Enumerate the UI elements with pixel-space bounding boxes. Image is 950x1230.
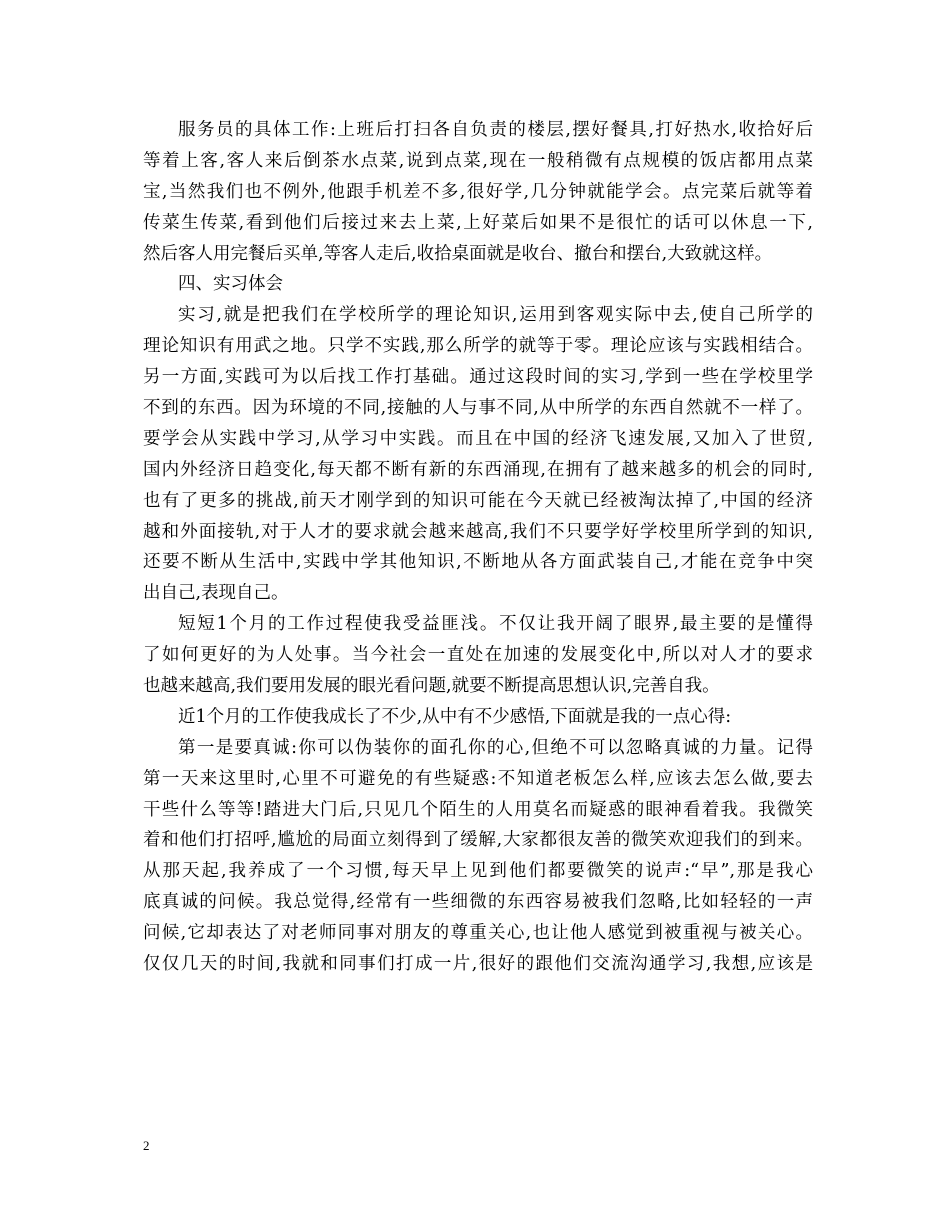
text-line: 也有了更多的挑战,前天才刚学到的知识可能在今天就已经被淘汰掉了,中国的经济 — [143, 490, 813, 511]
text-line: 不到的东西。因为环境的不同,接触的人与事不同,从中所学的东西自然就不一样了。 — [143, 398, 813, 419]
text-line: 还要不断从生活中,实践中学其他知识,不断地从各方面武装自己,才能在竞争中突 — [143, 552, 813, 573]
text-line: 实习,就是把我们在学校所学的理论知识,运用到客观实际中去,使自己所学的 — [178, 305, 813, 326]
text-line: 宝,当然我们也不例外,他跟手机差不多,很好学,几分钟就能学会。点完菜后就等着 — [143, 181, 813, 202]
text-line: 着和他们打招呼,尴尬的局面立刻得到了缓解,大家都很友善的微笑欢迎我们的到来。 — [143, 830, 813, 851]
text-line: 短短1个月的工作过程使我受益匪浅。不仅让我开阔了眼界,最主要的是懂得 — [178, 614, 813, 635]
text-line: 四、实习体会 — [178, 274, 283, 295]
text-line: 近1个月的工作使我成长了不少,从中有不少感悟,下面就是我的一点心得: — [178, 706, 732, 727]
text-line: 仅仅几天的时间,我就和同事们打成一片,很好的跟他们交流沟通学习,我想,应该是 — [143, 954, 813, 975]
text-line: 国内外经济日趋变化,每天都不断有新的东西涌现,在拥有了越来越多的机会的同时, — [143, 459, 813, 480]
text-line: 然后客人用完餐后买单,等客人走后,收拾桌面就是收台、撤台和摆台,大致就这样。 — [143, 243, 773, 264]
text-line: 底真诚的问候。我总觉得,经常有一些细微的东西容易被我们忽略,比如轻轻的一声 — [143, 892, 813, 913]
text-line: 第一天来这里时,心里不可避免的有些疑惑:不知道老板怎么样,应该去怎么做,要去 — [143, 768, 813, 789]
text-line: 服务员的具体工作:上班后打扫各自负责的楼层,摆好餐具,打好热水,收拾好后 — [178, 120, 813, 140]
page-number: 2 — [143, 1138, 150, 1153]
text-line: 等着上客,客人来后倒茶水点菜,说到点菜,现在一般稍微有点规模的饭店都用点菜 — [143, 150, 813, 171]
text-line: 第一是要真诚:你可以伪装你的面孔你的心,但绝不可以忽略真诚的力量。记得 — [178, 737, 813, 758]
text-line: 了如何更好的为人处事。当今社会一直处在加速的发展变化中,所以对人才的要求 — [143, 645, 813, 666]
text-line: 问候,它却表达了对老师同事对朋友的尊重关心,也让他人感觉到被重视与被关心。 — [143, 923, 813, 944]
text-line: 理论知识有用武之地。只学不实践,那么所学的就等于零。理论应该与实践相结合。 — [143, 336, 813, 357]
text-line: 也越来越高,我们要用发展的眼光看问题,就要不断提高思想认识,完善自我。 — [143, 676, 720, 697]
text-line: 干些什么等等!踏进大门后,只见几个陌生的人用莫名而疑惑的眼神看着我。我微笑 — [143, 799, 813, 820]
text-line: 另一方面,实践可为以后找工作打基础。通过这段时间的实习,学到一些在学校里学 — [143, 367, 813, 388]
text-line: 传菜生传菜,看到他们后接过来去上菜,上好菜后如果不是很忙的话可以休息一下, — [143, 212, 813, 233]
text-line: 越和外面接轨,对于人才的要求就会越来越高,我们不只要学好学校里所学到的知识, — [143, 521, 813, 542]
text-line: 出自己,表现自己。 — [143, 583, 289, 604]
text-line: 要学会从实践中学习,从学习中实践。而且在中国的经济飞速发展,又加入了世贸, — [143, 428, 813, 449]
document-body — [143, 115, 813, 980]
text-line: 从那天起,我养成了一个习惯,每天早上见到他们都要微笑的说声:“早”,那是我心 — [143, 861, 813, 882]
